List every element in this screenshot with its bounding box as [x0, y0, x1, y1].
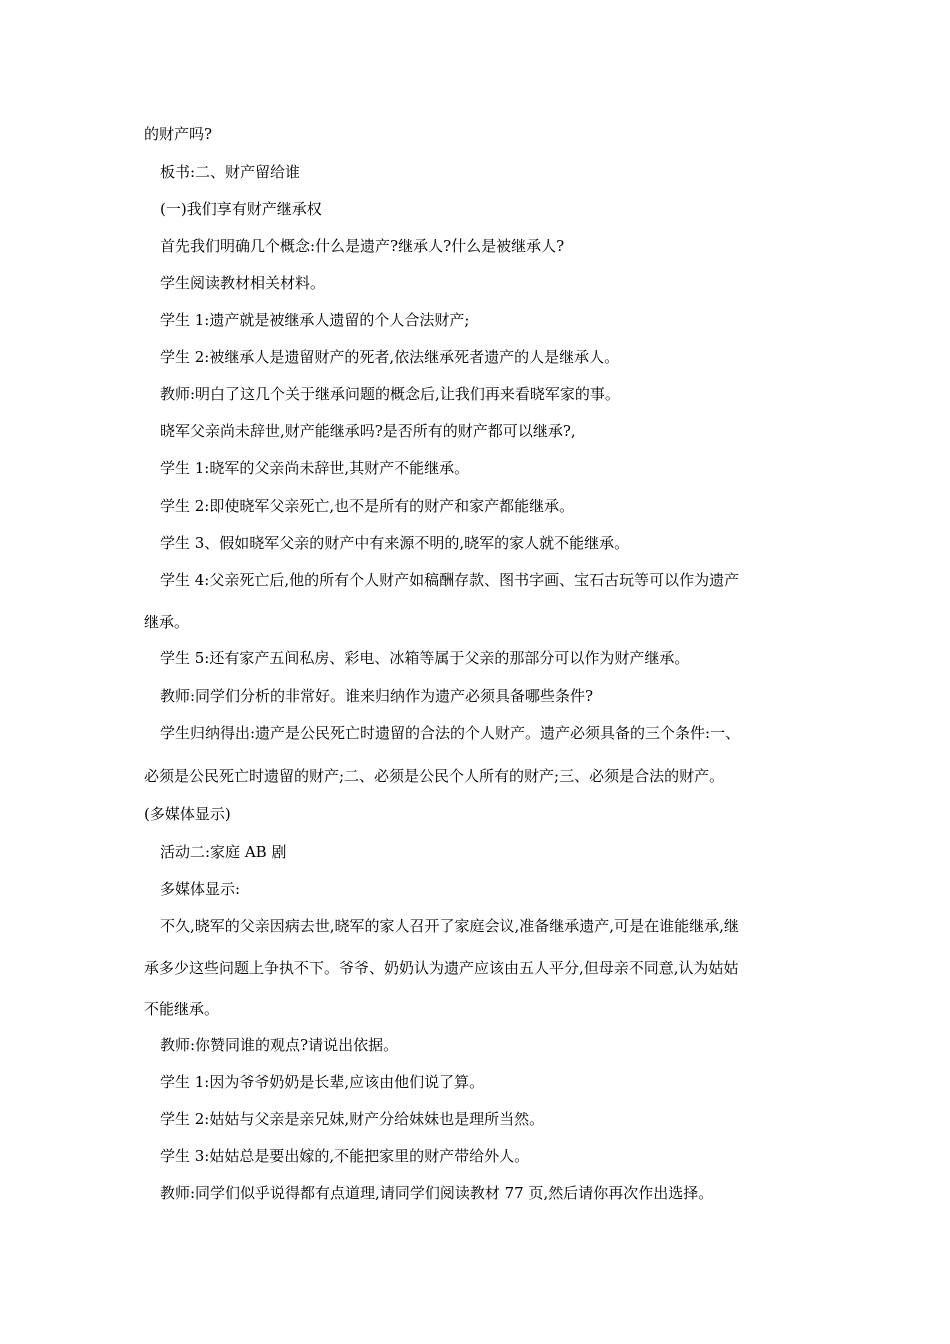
text-line: (一)我们享有财产继承权 — [160, 200, 322, 218]
text-line: 学生 1:因为爷爷奶奶是长辈,应该由他们说了算。 — [160, 1073, 485, 1091]
text-line: 教师:你赞同谁的观点?请说出依据。 — [160, 1036, 399, 1054]
text-line: 学生 1:遗产就是被继承人遗留的个人合法财产; — [160, 311, 470, 329]
text-line: 承多少这些问题上争执不下。爷爷、奶奶认为遗产应该由五人平分,但母亲不同意,认为姑姑 — [144, 959, 739, 977]
text-line: 学生 4:父亲死亡后,他的所有个人财产如稿酬存款、图书字画、宝石古玩等可以作为遗产 — [160, 571, 740, 589]
text-line: 的财产吗? — [144, 125, 213, 143]
text-line: 首先我们明确几个概念:什么是遗产?继承人?什么是被继承人? — [160, 237, 565, 255]
text-line: 学生 2:被继承人是遗留财产的死者,依法继承死者遗产的人是继承人。 — [160, 348, 620, 366]
text-line: 多媒体显示: — [160, 880, 241, 898]
text-line: (多媒体显示) — [144, 805, 231, 823]
text-line: 学生 2:即使晓军父亲死亡,也不是所有的财产和家产都能继承。 — [160, 497, 575, 515]
text-line: 必须是公民死亡时遗留的财产;二、必须是公民个人所有的财产;三、必须是合法的财产。 — [144, 767, 725, 785]
text-line: 学生 2:姑姑与父亲是亲兄妹,财产分给妹妹也是理所当然。 — [160, 1110, 545, 1128]
text-line: 学生 3:姑姑总是要出嫁的,不能把家里的财产带给外人。 — [160, 1147, 530, 1165]
text-line: 教师:同学们似乎说得都有点道理,请同学们阅读教材 77 页,然后请你再次作出选择。 — [160, 1184, 714, 1202]
text-line: 活动二:家庭 AB 剧 — [160, 843, 287, 861]
text-line: 不能继承。 — [144, 1000, 220, 1018]
text-line: 学生归纳得出:遗产是公民死亡时遗留的合法的个人财产。遗产必须具备的三个条件:一、 — [160, 724, 741, 742]
text-line: 教师:同学们分析的非常好。谁来归纳作为遗产必须具备哪些条件? — [160, 687, 594, 705]
text-line: 板书:二、财产留给谁 — [160, 163, 301, 181]
text-line: 晓军父亲尚未辞世,财产能继承吗?是否所有的财产都可以继承?, — [160, 422, 576, 440]
text-line: 学生 5:还有家产五间私房、彩电、冰箱等属于父亲的那部分可以作为财产继承。 — [160, 649, 690, 667]
text-line: 学生阅读教材相关材料。 — [160, 274, 326, 292]
text-line: 继承。 — [144, 613, 190, 631]
text-line: 学生 3、假如晓军父亲的财产中有来源不明的,晓军的家人就不能继承。 — [160, 534, 630, 552]
text-line: 教师:明白了这几个关于继承问题的概念后,让我们再来看晓军家的事。 — [160, 385, 620, 403]
text-line: 学生 1:晓军的父亲尚未辞世,其财产不能继承。 — [160, 459, 470, 477]
text-line: 不久,晓军的父亲因病去世,晓军的家人召开了家庭会议,准备继承遗产,可是在谁能继承,继 — [160, 917, 739, 935]
